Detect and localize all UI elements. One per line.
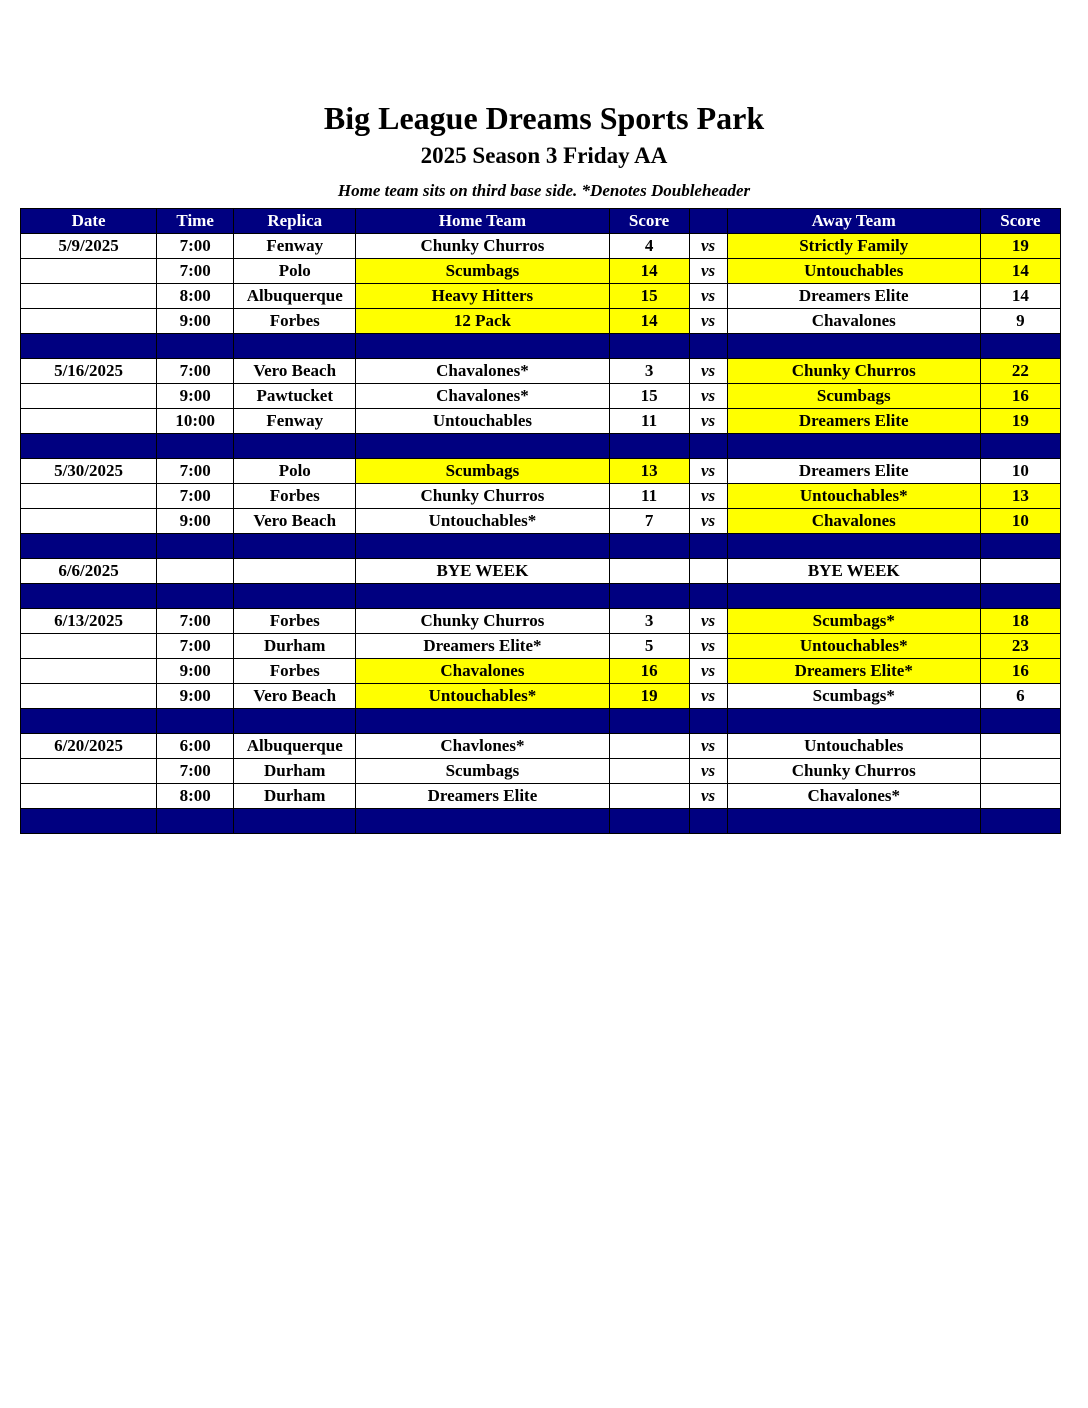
away-score-cell: [980, 759, 1060, 784]
away-score-cell: 16: [980, 659, 1060, 684]
separator-cell: [689, 334, 727, 359]
separator-cell: [234, 334, 356, 359]
vs-cell: vs: [689, 509, 727, 534]
date-cell: 5/16/2025: [21, 359, 157, 384]
home-team-cell: Heavy Hitters: [356, 284, 609, 309]
home-score-cell: 11: [609, 409, 689, 434]
game-row: [21, 784, 1061, 809]
date-cell: 6/13/2025: [21, 609, 157, 634]
separator-cell: [609, 434, 689, 459]
separator-cell: [21, 434, 157, 459]
date-cell: [21, 759, 157, 784]
time-cell: 10:00: [157, 409, 234, 434]
date-cell: [21, 784, 157, 809]
home-score-cell: [609, 759, 689, 784]
away-team-cell: Strictly Family: [727, 234, 980, 259]
away-score-cell: [980, 734, 1060, 759]
game-row: [21, 459, 1061, 484]
separator-cell: [157, 584, 234, 609]
away-team-cell: Chavalones*: [727, 784, 980, 809]
away-team-cell: Scumbags*: [727, 684, 980, 709]
separator-cell: [727, 434, 980, 459]
time-cell: 7:00: [157, 759, 234, 784]
separator-cell: [980, 334, 1060, 359]
separator-cell: [727, 584, 980, 609]
separator-cell: [356, 709, 609, 734]
separator-row: [21, 334, 1061, 359]
separator-cell: [21, 709, 157, 734]
vs-cell: [689, 559, 727, 584]
away-team-cell: Dreamers Elite: [727, 459, 980, 484]
game-row: [21, 609, 1061, 634]
vs-cell: vs: [689, 234, 727, 259]
away-team-cell: Dreamers Elite: [727, 284, 980, 309]
home-team-cell: Scumbags: [356, 459, 609, 484]
separator-cell: [21, 809, 157, 834]
time-cell: 6:00: [157, 734, 234, 759]
away-score-cell: 6: [980, 684, 1060, 709]
away-team-cell: BYE WEEK: [727, 559, 980, 584]
replica-cell: [234, 559, 356, 584]
vs-cell: vs: [689, 309, 727, 334]
home-score-cell: 14: [609, 309, 689, 334]
vs-cell: vs: [689, 484, 727, 509]
away-score-cell: [980, 559, 1060, 584]
schedule-note: Home team sits on third base side. *Denotes Doubleheader: [337, 181, 751, 200]
separator-cell: [689, 434, 727, 459]
page-subtitle: 2025 Season 3 Friday AA: [420, 143, 668, 168]
time-cell: 9:00: [157, 684, 234, 709]
home-score-cell: 5: [609, 634, 689, 659]
replica-cell: Vero Beach: [234, 359, 356, 384]
home-score-cell: 7: [609, 509, 689, 534]
home-team-cell: 12 Pack: [356, 309, 609, 334]
separator-row: [21, 584, 1061, 609]
home-score-cell: 15: [609, 384, 689, 409]
separator-cell: [727, 709, 980, 734]
schedule-table: [20, 208, 1061, 834]
separator-cell: [157, 434, 234, 459]
schedule-body: [21, 234, 1061, 834]
col-header-home-score: Score: [609, 209, 689, 234]
separator-cell: [356, 534, 609, 559]
col-header-away-score: Score: [980, 209, 1060, 234]
game-row: [21, 659, 1061, 684]
separator-cell: [727, 809, 980, 834]
vs-cell: vs: [689, 784, 727, 809]
vs-cell: vs: [689, 634, 727, 659]
time-cell: 8:00: [157, 284, 234, 309]
replica-cell: Durham: [234, 759, 356, 784]
away-team-cell: Chunky Churros: [727, 759, 980, 784]
replica-cell: Durham: [234, 634, 356, 659]
col-header-vs: [689, 209, 727, 234]
home-team-cell: Chavlones*: [356, 734, 609, 759]
separator-cell: [980, 709, 1060, 734]
home-score-cell: 4: [609, 234, 689, 259]
home-team-cell: Chunky Churros: [356, 234, 609, 259]
home-team-cell: Chunky Churros: [356, 484, 609, 509]
time-cell: 7:00: [157, 634, 234, 659]
date-cell: [21, 284, 157, 309]
date-cell: [21, 484, 157, 509]
separator-cell: [21, 534, 157, 559]
vs-cell: vs: [689, 759, 727, 784]
game-row: [21, 309, 1061, 334]
game-row: [21, 359, 1061, 384]
col-header-home-team: Home Team: [356, 209, 609, 234]
col-header-away-team: Away Team: [727, 209, 980, 234]
home-team-cell: Chavalones*: [356, 359, 609, 384]
away-score-cell: 14: [980, 284, 1060, 309]
game-row: [21, 484, 1061, 509]
vs-cell: vs: [689, 734, 727, 759]
game-row: [21, 284, 1061, 309]
home-score-cell: 19: [609, 684, 689, 709]
replica-cell: Pawtucket: [234, 384, 356, 409]
time-cell: 7:00: [157, 234, 234, 259]
col-header-time: Time: [157, 209, 234, 234]
date-cell: 5/9/2025: [21, 234, 157, 259]
separator-cell: [689, 709, 727, 734]
away-score-cell: 10: [980, 509, 1060, 534]
away-score-cell: 16: [980, 384, 1060, 409]
date-cell: [21, 509, 157, 534]
game-row: [21, 759, 1061, 784]
separator-row: [21, 434, 1061, 459]
away-score-cell: 23: [980, 634, 1060, 659]
home-team-cell: Chavalones: [356, 659, 609, 684]
separator-cell: [689, 584, 727, 609]
separator-cell: [157, 334, 234, 359]
separator-cell: [609, 534, 689, 559]
away-team-cell: Chavalones: [727, 509, 980, 534]
away-team-cell: Chunky Churros: [727, 359, 980, 384]
away-team-cell: Untouchables*: [727, 484, 980, 509]
replica-cell: Albuquerque: [234, 734, 356, 759]
separator-cell: [980, 434, 1060, 459]
away-score-cell: 18: [980, 609, 1060, 634]
separator-cell: [609, 334, 689, 359]
game-row: [21, 559, 1061, 584]
date-cell: 6/6/2025: [21, 559, 157, 584]
time-cell: 9:00: [157, 659, 234, 684]
separator-cell: [234, 584, 356, 609]
home-team-cell: Chunky Churros: [356, 609, 609, 634]
separator-cell: [689, 809, 727, 834]
replica-cell: Forbes: [234, 609, 356, 634]
separator-cell: [609, 709, 689, 734]
away-team-cell: Scumbags*: [727, 609, 980, 634]
separator-cell: [21, 334, 157, 359]
separator-cell: [234, 534, 356, 559]
time-cell: 7:00: [157, 359, 234, 384]
separator-cell: [689, 534, 727, 559]
date-cell: [21, 259, 157, 284]
separator-row: [21, 809, 1061, 834]
date-cell: [21, 634, 157, 659]
away-team-cell: Untouchables: [727, 259, 980, 284]
vs-cell: vs: [689, 684, 727, 709]
home-team-cell: Scumbags: [356, 759, 609, 784]
away-team-cell: Dreamers Elite: [727, 409, 980, 434]
page-title: Big League Dreams Sports Park: [323, 100, 765, 136]
separator-cell: [356, 434, 609, 459]
replica-cell: Fenway: [234, 234, 356, 259]
home-score-cell: [609, 784, 689, 809]
vs-cell: vs: [689, 459, 727, 484]
home-score-cell: 14: [609, 259, 689, 284]
away-team-cell: Dreamers Elite*: [727, 659, 980, 684]
time-cell: 9:00: [157, 309, 234, 334]
separator-cell: [609, 584, 689, 609]
away-team-cell: Untouchables: [727, 734, 980, 759]
date-cell: [21, 309, 157, 334]
game-row: [21, 259, 1061, 284]
separator-cell: [980, 809, 1060, 834]
away-score-cell: 14: [980, 259, 1060, 284]
home-team-cell: Untouchables*: [356, 684, 609, 709]
replica-cell: Vero Beach: [234, 509, 356, 534]
date-cell: [21, 684, 157, 709]
game-row: [21, 234, 1061, 259]
separator-cell: [980, 584, 1060, 609]
away-score-cell: 10: [980, 459, 1060, 484]
col-header-replica: Replica: [234, 209, 356, 234]
replica-cell: Fenway: [234, 409, 356, 434]
time-cell: 7:00: [157, 484, 234, 509]
replica-cell: Forbes: [234, 659, 356, 684]
time-cell: 9:00: [157, 384, 234, 409]
separator-cell: [21, 584, 157, 609]
time-cell: 7:00: [157, 259, 234, 284]
vs-cell: vs: [689, 609, 727, 634]
separator-cell: [356, 584, 609, 609]
game-row: [21, 634, 1061, 659]
away-score-cell: [980, 784, 1060, 809]
replica-cell: Vero Beach: [234, 684, 356, 709]
separator-cell: [356, 334, 609, 359]
separator-cell: [609, 809, 689, 834]
home-score-cell: 16: [609, 659, 689, 684]
away-score-cell: 22: [980, 359, 1060, 384]
replica-cell: Polo: [234, 259, 356, 284]
date-cell: [21, 659, 157, 684]
home-team-cell: Dreamers Elite: [356, 784, 609, 809]
home-score-cell: 3: [609, 359, 689, 384]
home-team-cell: Untouchables: [356, 409, 609, 434]
separator-cell: [157, 534, 234, 559]
home-score-cell: 13: [609, 459, 689, 484]
replica-cell: Forbes: [234, 309, 356, 334]
separator-cell: [234, 709, 356, 734]
separator-cell: [727, 534, 980, 559]
home-team-cell: Dreamers Elite*: [356, 634, 609, 659]
header-row: [21, 209, 1061, 234]
separator-row: [21, 534, 1061, 559]
home-score-cell: 3: [609, 609, 689, 634]
home-team-cell: Scumbags: [356, 259, 609, 284]
game-row: [21, 684, 1061, 709]
game-row: [21, 734, 1061, 759]
away-score-cell: 19: [980, 409, 1060, 434]
separator-row: [21, 709, 1061, 734]
home-team-cell: BYE WEEK: [356, 559, 609, 584]
home-score-cell: [609, 734, 689, 759]
time-cell: [157, 559, 234, 584]
time-cell: 7:00: [157, 459, 234, 484]
game-row: [21, 409, 1061, 434]
away-team-cell: Chavalones: [727, 309, 980, 334]
separator-cell: [157, 709, 234, 734]
replica-cell: Durham: [234, 784, 356, 809]
away-score-cell: 13: [980, 484, 1060, 509]
time-cell: 7:00: [157, 609, 234, 634]
home-team-cell: Untouchables*: [356, 509, 609, 534]
home-team-cell: Chavalones*: [356, 384, 609, 409]
date-cell: [21, 384, 157, 409]
vs-cell: vs: [689, 659, 727, 684]
replica-cell: Polo: [234, 459, 356, 484]
replica-cell: Albuquerque: [234, 284, 356, 309]
separator-cell: [157, 809, 234, 834]
replica-cell: Forbes: [234, 484, 356, 509]
date-cell: 6/20/2025: [21, 734, 157, 759]
away-team-cell: Scumbags: [727, 384, 980, 409]
game-row: [21, 509, 1061, 534]
vs-cell: vs: [689, 359, 727, 384]
game-row: [21, 384, 1061, 409]
home-score-cell: [609, 559, 689, 584]
home-score-cell: 11: [609, 484, 689, 509]
separator-cell: [234, 809, 356, 834]
vs-cell: vs: [689, 384, 727, 409]
vs-cell: vs: [689, 259, 727, 284]
col-header-date: Date: [21, 209, 157, 234]
time-cell: 8:00: [157, 784, 234, 809]
time-cell: 9:00: [157, 509, 234, 534]
separator-cell: [727, 334, 980, 359]
date-cell: [21, 409, 157, 434]
away-team-cell: Untouchables*: [727, 634, 980, 659]
away-score-cell: 19: [980, 234, 1060, 259]
separator-cell: [234, 434, 356, 459]
vs-cell: vs: [689, 284, 727, 309]
home-score-cell: 15: [609, 284, 689, 309]
separator-cell: [980, 534, 1060, 559]
away-score-cell: 9: [980, 309, 1060, 334]
vs-cell: vs: [689, 409, 727, 434]
date-cell: 5/30/2025: [21, 459, 157, 484]
separator-cell: [356, 809, 609, 834]
